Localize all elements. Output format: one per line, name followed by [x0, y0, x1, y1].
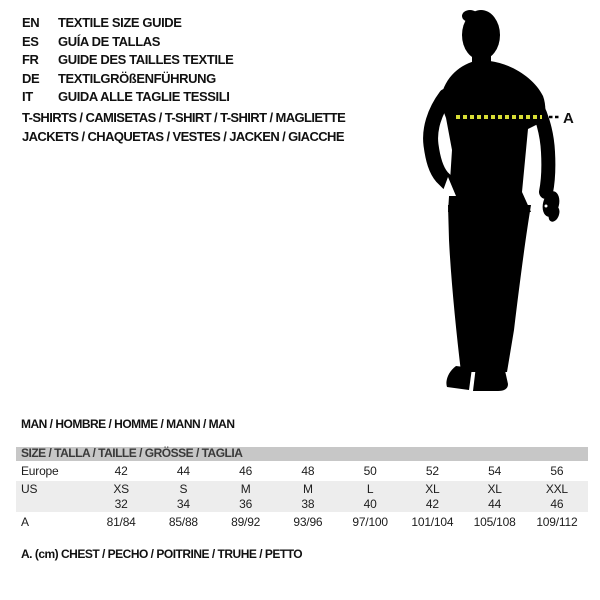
table-cell: 32 [114, 497, 128, 511]
table-row-europe [16, 461, 588, 481]
language-label: TEXTILGRÖßENFÜHRUNG [58, 70, 216, 86]
rear-foot-shape [446, 366, 472, 390]
table-cell: 36 [239, 497, 253, 511]
language-label: GUIDE DES TAILLES TEXTILE [58, 52, 234, 68]
table-cell: 101/104 [411, 515, 454, 529]
table-cell: 56 [550, 464, 564, 478]
measurement-footnote: A. (cm) CHEST / PECHO / POITRINE / TRUHE / PETTO [21, 547, 303, 561]
table-cell: XL [425, 482, 440, 496]
section-title-man: MAN / HOMBRE / HOMME / MANN / MAN [21, 417, 235, 431]
pants-shape [448, 205, 531, 372]
row-label-a: A [21, 515, 29, 529]
language-code: EN [22, 15, 40, 30]
language-row-es [22, 33, 233, 52]
table-cell: L [366, 482, 374, 496]
table-cell: 40 [363, 497, 377, 511]
language-list [22, 14, 233, 107]
table-cell: 105/108 [473, 515, 516, 529]
language-row-it [22, 88, 233, 107]
language-row-en [22, 14, 233, 33]
table-cell: XS [113, 482, 129, 496]
row-label-us: US [21, 482, 38, 496]
table-cell: 93/96 [293, 515, 323, 529]
table-cell: 97/100 [352, 515, 388, 529]
table-cell: 34 [176, 497, 190, 511]
table-cell: 44 [176, 464, 190, 478]
language-code: FR [22, 52, 39, 68]
language-code: DE [22, 70, 40, 86]
table-row-us [16, 481, 588, 497]
table-cell: 89/92 [231, 515, 261, 529]
table-cell: 46 [239, 464, 253, 478]
row-label-europe: Europe [21, 464, 59, 478]
table-cell: 42 [425, 497, 439, 511]
table-cell: 42 [114, 464, 128, 478]
language-code: ES [22, 33, 39, 49]
table-row-a-chest [16, 512, 588, 533]
language-label: TEXTILE SIZE GUIDE [58, 15, 182, 30]
table-row-us-numeric [16, 497, 588, 512]
table-cell: 46 [550, 497, 564, 511]
language-row-de [22, 70, 233, 89]
table-cell: 38 [301, 497, 315, 511]
table-cell: M [240, 482, 251, 496]
front-foot-shape [473, 366, 508, 391]
right-arm-shape [530, 96, 548, 192]
language-code: IT [22, 89, 33, 105]
table-cell: XL [487, 482, 502, 496]
category-line-jackets: JACKETS / CHAQUETAS / VESTES / JACKEN / GIACCHE [22, 128, 344, 144]
table-cell: XXL [545, 482, 568, 496]
language-row-fr [22, 51, 233, 70]
size-table [16, 447, 588, 533]
man-silhouette [390, 0, 600, 410]
table-cell: 109/112 [536, 515, 578, 529]
table-header-size: SIZE / TALLA / TAILLE / GRÖSSE / TAGLIA [16, 447, 588, 461]
language-label: GUÍA DE TALLAS [58, 33, 161, 49]
table-cell: 52 [425, 464, 439, 478]
table-cell: 54 [488, 464, 502, 478]
category-line-tshirts: T-SHIRTS / CAMISETAS / T-SHIRT / T-SHIRT / MAGLIETTE [22, 110, 346, 125]
table-cell: 85/88 [168, 515, 198, 529]
table-cell: 44 [488, 497, 502, 511]
table-cell: 50 [363, 464, 377, 478]
hand-gap [545, 205, 548, 208]
language-label: GUIDA ALLE TAGLIE TESSILI [58, 89, 230, 105]
hair-shape [462, 10, 478, 22]
measurement-a-label: A [563, 110, 574, 127]
table-cell: 81/84 [106, 515, 136, 529]
table-cell: S [179, 482, 188, 496]
category-titles [22, 109, 345, 146]
table-cell: M [302, 482, 313, 496]
table-cell: 48 [301, 464, 315, 478]
row-label-blank [16, 497, 90, 512]
